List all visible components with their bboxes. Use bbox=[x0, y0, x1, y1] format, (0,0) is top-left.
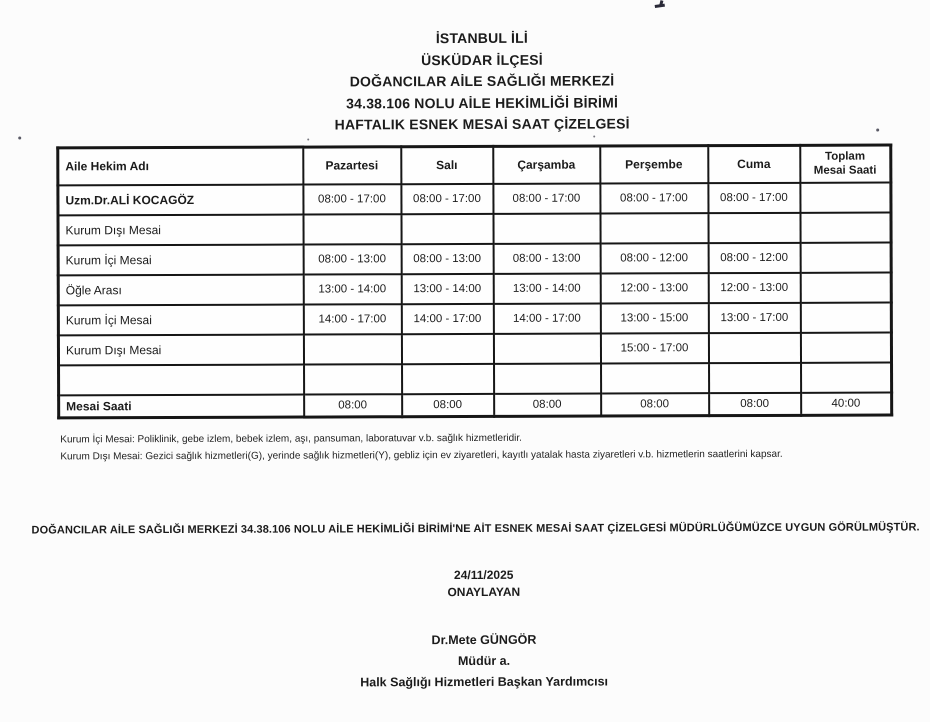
time-cell: 08:00 - 13:00 bbox=[401, 243, 493, 273]
signature-block bbox=[37, 628, 930, 694]
time-cell bbox=[401, 213, 493, 243]
time-cell: 08:00 bbox=[601, 393, 709, 416]
pen-mark bbox=[654, 0, 666, 9]
time-cell bbox=[708, 332, 800, 362]
time-cell: 08:00 bbox=[709, 392, 801, 415]
approval-statement: DOĞANCILAR AİLE SAĞLIĞI MERKEZİ 34.38.106 NOLU AİLE HEKİMLİĞİ BİRİMİ'NE AİT ESNEK MESAİ SAAT ÇİZELGESİ MÜDÜRLÜĞÜMÜZCE UYGUN GÖRÜLMÜŞTÜR. bbox=[31, 521, 920, 537]
time-cell: 13:00 - 14:00 bbox=[401, 273, 493, 303]
total-cell bbox=[800, 212, 891, 242]
approver-label: ONAYLAYAN bbox=[447, 584, 521, 600]
table-header-row bbox=[58, 145, 891, 185]
total-cell bbox=[800, 302, 891, 332]
time-cell: 14:00 - 17:00 bbox=[303, 304, 401, 334]
time-cell: 13:00 - 15:00 bbox=[600, 303, 708, 333]
row-label bbox=[59, 364, 304, 395]
table-row-in-office-2 bbox=[58, 302, 891, 335]
total-cell bbox=[800, 272, 891, 302]
total-cell bbox=[800, 332, 891, 362]
title-schedule: HAFTALIK ESNEK MESAİ SAAT ÇİZELGESİ bbox=[334, 115, 630, 133]
table-row-physician bbox=[58, 182, 891, 215]
table-row-lunch-break bbox=[58, 272, 891, 305]
time-cell bbox=[494, 363, 601, 393]
time-cell: 08:00 bbox=[402, 393, 494, 416]
row-label: Kurum Dışı Mesai bbox=[58, 334, 303, 365]
time-cell: 08:00 - 12:00 bbox=[600, 243, 708, 273]
total-cell: 40:00 bbox=[801, 392, 892, 415]
row-label: Kurum İçi Mesai bbox=[58, 304, 303, 335]
time-cell: 12:00 - 13:00 bbox=[600, 273, 708, 303]
time-cell: 13:00 - 17:00 bbox=[708, 302, 800, 332]
time-cell: 14:00 - 17:00 bbox=[493, 303, 600, 333]
time-cell bbox=[709, 362, 801, 392]
time-cell: 08:00 - 17:00 bbox=[303, 184, 401, 214]
signer-subtitle: Halk Sağlığı Hizmetleri Başkan Yardımcısı bbox=[360, 674, 609, 690]
time-cell: 08:00 - 12:00 bbox=[708, 242, 800, 272]
footnote-out-of-office: Kurum Dışı Mesai: Gezici sağlık hizmetleri(G), yerinde sağlık hizmetleri(Y), gebliz için ev ziyaretleri, kayıtlı yatalak hasta ziyaretleri v.b. hizmetlerin saatlerini kapsar. bbox=[60, 448, 783, 462]
table-row-out-of-office-1 bbox=[58, 212, 891, 245]
time-cell: 08:00 - 17:00 bbox=[600, 183, 708, 213]
footnote-in-office: Kurum İçi Mesai: Poliklinik, gebe izlem, bebek izlem, aşı, pansuman, laboratuvar v.b. sağlık hizmetleridir. bbox=[60, 432, 522, 446]
title-province: İSTANBUL İLİ bbox=[435, 29, 528, 47]
approval-date-block bbox=[37, 565, 930, 602]
scan-speck bbox=[307, 139, 309, 141]
time-cell: 08:00 - 17:00 bbox=[493, 183, 600, 213]
time-cell bbox=[401, 333, 493, 363]
approval-date: 24/11/2025 bbox=[454, 567, 514, 583]
title-center: DOĞANCILAR AİLE SAĞLIĞI MERKEZİ bbox=[349, 72, 615, 90]
table-row-out-of-office-2 bbox=[58, 332, 891, 365]
time-cell: 13:00 - 14:00 bbox=[303, 274, 401, 304]
time-cell: 08:00 - 13:00 bbox=[303, 244, 401, 274]
col-header-monday: Pazartesi bbox=[303, 147, 401, 184]
signer-name: Dr.Mete GÜNGÖR bbox=[431, 632, 537, 648]
time-cell bbox=[493, 213, 600, 243]
title-district: ÜSKÜDAR İLÇESİ bbox=[421, 51, 543, 68]
scan-speck bbox=[18, 137, 21, 140]
row-label: Mesai Saati bbox=[59, 394, 304, 418]
row-label: Kurum Dışı Mesai bbox=[58, 214, 303, 245]
row-label: Öğle Arası bbox=[58, 274, 303, 305]
time-cell bbox=[600, 213, 708, 243]
time-cell: 08:00 bbox=[494, 393, 601, 416]
time-cell bbox=[304, 364, 402, 394]
table-row-empty bbox=[59, 362, 892, 395]
col-header-total: Toplam Mesai Saati bbox=[800, 145, 891, 182]
schedule-table bbox=[56, 144, 893, 420]
col-header-tuesday: Salı bbox=[401, 146, 493, 183]
time-cell: 14:00 - 17:00 bbox=[401, 303, 493, 333]
time-cell: 08:00 bbox=[304, 394, 402, 417]
col-header-wednesday: Çarşamba bbox=[493, 146, 600, 183]
time-cell: 08:00 - 17:00 bbox=[708, 182, 800, 212]
col-header-friday: Cuma bbox=[708, 145, 800, 182]
scan-speck bbox=[876, 129, 879, 132]
time-cell: 08:00 - 13:00 bbox=[493, 243, 600, 273]
col-header-physician: Aile Hekim Adı bbox=[58, 147, 303, 185]
signer-title: Müdür a. bbox=[457, 653, 511, 669]
scan-speck bbox=[593, 136, 595, 138]
row-label: Kurum İçi Mesai bbox=[58, 244, 303, 275]
footnotes bbox=[60, 429, 900, 465]
time-cell: 15:00 - 17:00 bbox=[600, 333, 708, 363]
total-cell bbox=[800, 182, 891, 212]
time-cell: 12:00 - 13:00 bbox=[708, 272, 800, 302]
time-cell bbox=[601, 363, 709, 393]
time-cell bbox=[402, 363, 494, 393]
time-cell bbox=[493, 333, 600, 363]
time-cell: 08:00 - 17:00 bbox=[401, 183, 493, 213]
table-row-total-hours bbox=[59, 392, 892, 418]
table-row-in-office-1 bbox=[58, 242, 891, 275]
total-cell bbox=[801, 362, 892, 392]
time-cell bbox=[708, 212, 800, 242]
document-title-block bbox=[35, 26, 929, 137]
time-cell bbox=[303, 214, 401, 244]
row-label: Uzm.Dr.ALİ KOCAGÖZ bbox=[58, 184, 303, 215]
time-cell: 13:00 - 14:00 bbox=[493, 273, 600, 303]
title-unit: 34.38.106 NOLU AİLE HEKİMLİĞİ BİRİMİ bbox=[346, 93, 619, 111]
total-cell bbox=[800, 242, 891, 272]
col-header-thursday: Perşembe bbox=[600, 146, 708, 183]
time-cell bbox=[303, 334, 401, 364]
